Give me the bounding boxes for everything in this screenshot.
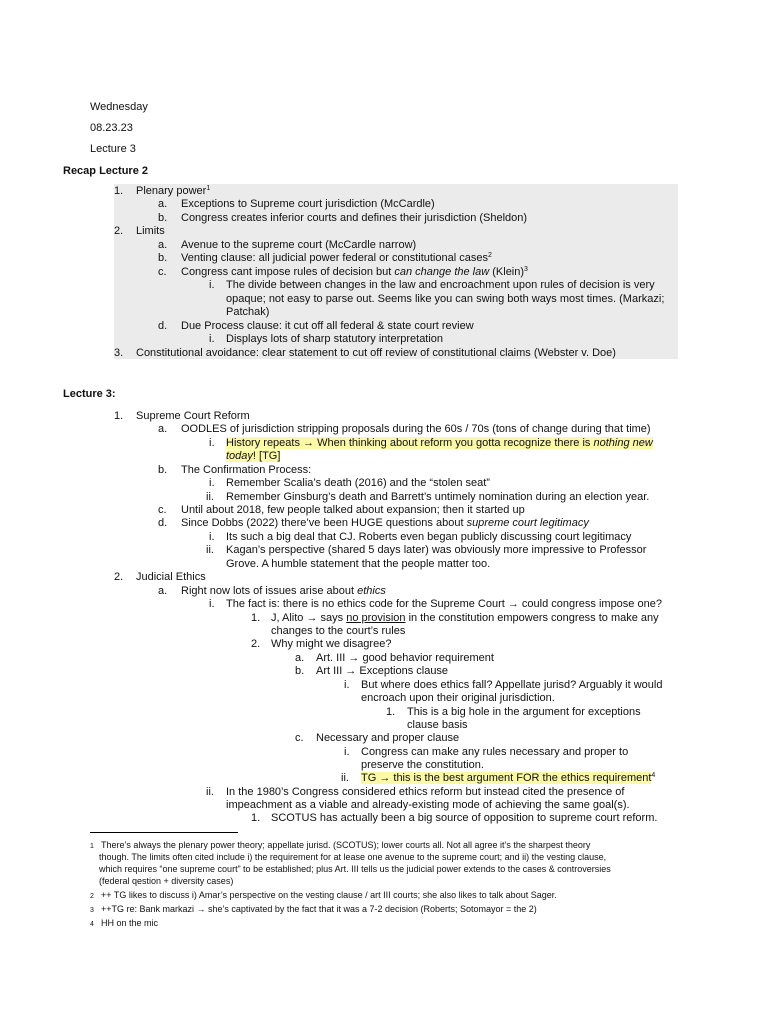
footnote-number: 2 (90, 893, 94, 900)
list-item: Since Dobbs (2022) there’ve been HUGE questions about supreme court legitimacy (181, 517, 589, 529)
date-label: 08.23.23 (90, 122, 133, 134)
list-letter: a. (158, 239, 168, 251)
list-item-line: changes to the court’s rules (271, 625, 406, 637)
day-label: Wednesday (90, 101, 148, 113)
list-item-line: encroach upon their original jurisdiction. (361, 692, 555, 704)
list-letter: a. (158, 585, 168, 597)
list-item: Congress creates inferior courts and defines their jurisdiction (Sheldon) (181, 212, 528, 224)
list-letter: d. (158, 517, 168, 529)
list-item: Exceptions to Supreme court jurisdiction (McCardle) (181, 198, 435, 210)
recap-heading: Recap Lecture 2 (63, 165, 148, 177)
list-item-line: The divide between changes in the law and encroachment upon rules of decision is very (226, 279, 655, 291)
list-roman: i. (209, 333, 215, 345)
list-number: 1. (114, 410, 124, 422)
list-item: Avenue to the supreme court (McCardle narrow) (181, 239, 417, 251)
footnote-ref[interactable]: 1 (206, 185, 211, 192)
list-item-line: But where does ethics fall? Appellate jurisd? Arguably it would (361, 679, 663, 691)
list-roman: i. (344, 746, 350, 758)
list-letter: b. (295, 665, 305, 677)
footnote-line: There’s always the plenary power theory; appellate jurisd. (SCOTUS); lower courts all. Not all agree it’s the sharpest theory (101, 840, 591, 850)
list-roman: ii. (341, 772, 349, 784)
footnote-line: which requires “one supreme court” to be established; plus Art. III tells us the judicial power extends to the cases & controversies (99, 864, 611, 874)
list-item: Art III → Exceptions clause (316, 665, 449, 677)
lecture-label: Lecture 3 (90, 143, 136, 155)
footnote-line: ++ TG likes to discuss i) Amar’s perspective on the vesting clause / art III courts; she also likes to talk about Sager. (101, 890, 557, 900)
list-item: Judicial Ethics (136, 571, 206, 583)
highlighted-line: TG → this is the best argument FOR the ethics requirement$^4$ (361, 772, 656, 784)
list-item-line: In the 1980’s Congress considered ethics reform but instead cited the presence of (226, 786, 625, 798)
footnote-number: 3 (90, 907, 94, 914)
list-item: Until about 2018, few people talked about expansion; then it started up (181, 504, 525, 516)
list-number: 1. (114, 185, 124, 197)
list-number: 1. (386, 706, 396, 718)
list-item-line: clause basis (407, 719, 468, 731)
list-item: Its such a big deal that CJ. Roberts even began publicly discussing court legitimacy (226, 531, 632, 543)
list-item-line: impeachment as a viable and already-existing mode of achieving the same goal(s). (226, 799, 630, 811)
list-letter: b. (158, 252, 168, 264)
list-letter: d. (158, 320, 168, 332)
list-item-line: Patchak) (226, 306, 270, 318)
list-item: OODLES of jurisdiction stripping proposals during the 60s / 70s (tons of change during that time) (181, 423, 651, 435)
list-item: Why might we disagree? (271, 638, 392, 650)
list-roman: i. (209, 437, 215, 449)
list-number: 2. (114, 225, 124, 237)
footnote-line: though. The limits often cited include i) the requirement for at lease one avenue to the supreme court; and ii) the vesting clause, (99, 852, 607, 862)
list-item: Constitutional avoidance: clear statement to cut off review of constitutional claims (Webster v. Doe) (136, 347, 616, 359)
list-number: 2. (251, 638, 261, 650)
list-letter: c. (158, 266, 167, 278)
list-item: Right now lots of issues arise about ethics (181, 585, 386, 597)
list-roman: i. (209, 531, 215, 543)
footnote-separator (90, 832, 238, 833)
highlighted-line: today! [TG] (226, 450, 281, 462)
list-letter: b. (158, 464, 168, 476)
list-letter: a. (158, 198, 168, 210)
list-letter: c. (158, 504, 167, 516)
list-item: Plenary power$^1$ (136, 185, 211, 197)
list-item: Remember Ginsburg’s death and Barrett’s untimely nomination during an election year. (226, 491, 650, 503)
footnote-ref[interactable]: 4 (651, 772, 656, 779)
list-roman: ii. (206, 491, 214, 503)
footnote-ref[interactable]: 3 (524, 266, 528, 273)
list-item: Due Process clause: it cut off all federal & state court review (181, 320, 474, 332)
list-roman: ii. (206, 544, 214, 556)
list-letter: c. (295, 732, 304, 744)
list-roman: i. (209, 279, 215, 291)
list-item: Supreme Court Reform (136, 410, 250, 422)
lecture-heading: Lecture 3: (63, 388, 116, 400)
list-letter: a. (295, 652, 305, 664)
list-item: Venting clause: all judicial power federal or constitutional cases$^2$ (181, 252, 492, 264)
list-letter: a. (158, 423, 168, 435)
list-number: 3. (114, 347, 124, 359)
list-item-line: opaque; not easy to parse out. Seems like you can swing both ways most times. (Markazi; (226, 293, 665, 305)
list-item-line: Congress can make any rules necessary and proper to (361, 746, 629, 758)
list-item: Limits (136, 225, 165, 237)
list-number: 1. (251, 612, 261, 624)
list-item: The Confirmation Process: (181, 464, 312, 476)
footnote-number: 1 (90, 843, 94, 850)
list-item: Congress cant impose rules of decision but can change the law (Klein)$^3$ (181, 266, 528, 278)
footnote-line: HH on the mic (101, 918, 159, 928)
list-roman: i. (209, 477, 215, 489)
list-roman: i. (344, 679, 350, 691)
list-item: Displays lots of sharp statutory interpretation (226, 333, 444, 345)
highlighted-line: History repeats → When thinking about reform you gotta recognize there is nothing new (226, 437, 653, 449)
list-item-line: Grove. A humble statement that the people matter too. (226, 558, 491, 570)
footnote-ref[interactable]: 2 (487, 252, 492, 259)
list-item: J, Alito → says no provision in the constitution empowers congress to make any (271, 612, 659, 624)
list-item: The fact is: there is no ethics code for the Supreme Court → could congress impose one? (226, 598, 662, 610)
footnote-line: ++TG re: Bank markazi → she’s captivated by the fact that it was a 7-2 decision (Roberts; Sotomayor = the 2) (101, 904, 537, 914)
list-letter: b. (158, 212, 168, 224)
list-item-line: This is a big hole in the argument for exceptions (407, 706, 641, 718)
list-item: SCOTUS has actually been a big source of opposition to supreme court reform. (271, 812, 658, 824)
list-number: 1. (251, 812, 261, 824)
list-item-line: Kagan’s perspective (shared 5 days later) was obviously more impressive to Professor (226, 544, 647, 556)
list-number: 2. (114, 571, 124, 583)
footnote-line: (federal qestion + diversity cases) (99, 876, 234, 886)
list-roman: ii. (206, 786, 214, 798)
list-roman: i. (209, 598, 215, 610)
list-item-line: preserve the constitution. (361, 759, 484, 771)
list-item: Art. III → good behavior requirement (316, 652, 494, 664)
footnote-number: 4 (90, 921, 94, 928)
list-item: Necessary and proper clause (316, 732, 460, 744)
list-item: Remember Scalia’s death (2016) and the “stolen seat” (226, 477, 490, 489)
